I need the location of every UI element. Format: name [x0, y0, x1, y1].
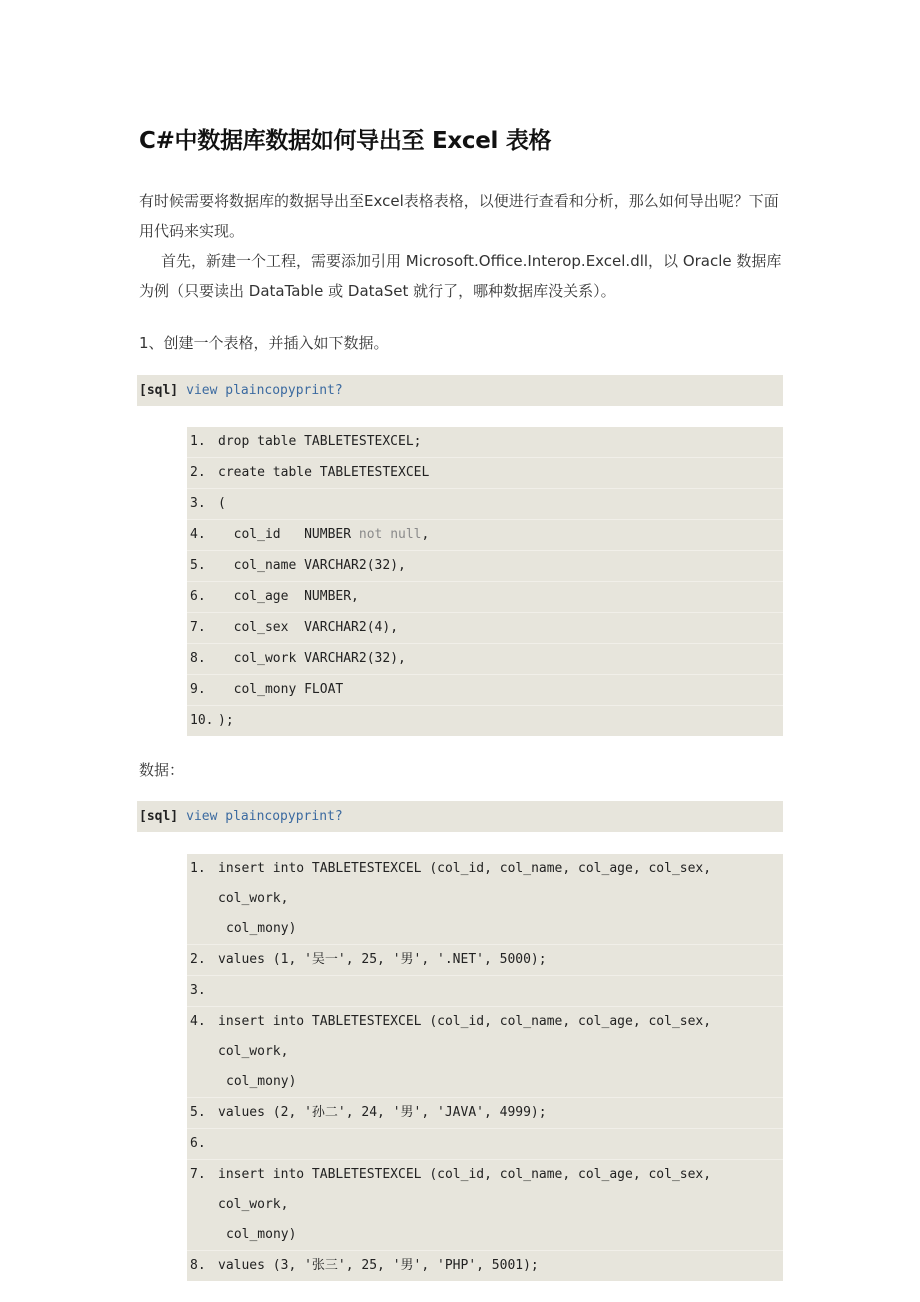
code-text: values (3, '张三', 25, '男', 'PHP', 5001); [218, 1258, 539, 1273]
line-number: 5. [190, 558, 206, 573]
code-text: col_sex VARCHAR2(4), [218, 620, 399, 635]
data-label: 数据： [139, 761, 185, 779]
code-line [187, 582, 783, 613]
code-text: values (2, '孙二', 24, '男', 'JAVA', 4999); [218, 1105, 547, 1120]
code-line [187, 1160, 783, 1251]
code-text: insert into TABLETESTEXCEL (col_id, col_name, col_age, col_sex, col_work, [218, 1014, 719, 1059]
line-number: 8. [190, 651, 206, 666]
line-number: 10. [190, 713, 214, 728]
code-text-wrapper [218, 1160, 783, 1250]
code-line [187, 520, 783, 551]
page-title: C#中数据库数据如何导出至 Excel 表格 [139, 128, 552, 154]
code-language-label: [sql] [139, 383, 179, 398]
line-number: 4. [190, 527, 206, 542]
code-toolbar-links[interactable] [186, 809, 343, 824]
code-line [187, 976, 783, 1007]
code-text: insert into TABLETESTEXCEL (col_id, col_name, col_age, col_sex, col_work, [218, 1167, 719, 1212]
line-number: 3. [190, 983, 206, 998]
line-number: 7. [190, 1167, 206, 1182]
code-block-1 [187, 427, 783, 736]
code-text-wrapper [218, 854, 783, 944]
code-text: insert into TABLETESTEXCEL (col_id, col_name, col_age, col_sex, col_work, [218, 861, 719, 906]
code-line [187, 706, 783, 736]
code-text: col_mony FLOAT [218, 682, 344, 697]
code-line [187, 1251, 783, 1281]
code-line [187, 427, 783, 458]
line-number: 4. [190, 1014, 206, 1029]
intro-paragraph: 有时候需要将数据库的数据导出至Excel表格表格，以便进行查看和分析，那么如何导出呢？下面用代码来实现。 [139, 192, 779, 240]
code-keyword-muted: not null [358, 527, 422, 542]
code-text-continuation: col_mony) [226, 921, 297, 936]
code-toolbar-links[interactable] [186, 383, 343, 398]
code-line [187, 1098, 783, 1129]
code-text: create table TABLETESTEXCEL [218, 465, 430, 480]
code-text: values (1, '吴一', 25, '男', '.NET', 5000); [218, 952, 547, 967]
code-text: col_name VARCHAR2(32), [218, 558, 406, 573]
code-text [218, 976, 783, 1006]
line-number: 3. [190, 496, 206, 511]
line-number: 2. [190, 465, 206, 480]
code-text-continuation: col_mony) [226, 1227, 297, 1242]
code-text: ); [218, 713, 234, 728]
line-number: 6. [190, 589, 206, 604]
code-text-wrapper [218, 520, 783, 550]
code-line [187, 1007, 783, 1098]
line-number: 9. [190, 682, 206, 697]
code-toolbar-2 [137, 801, 783, 832]
line-number: 6. [190, 1136, 206, 1151]
view-plain-copy-print-link[interactable]: view plaincopyprint? [186, 383, 343, 398]
code-line [187, 489, 783, 520]
code-block-2 [187, 854, 783, 1281]
code-text: col_id NUMBER [218, 527, 359, 542]
code-line [187, 675, 783, 706]
code-language-label: [sql] [139, 809, 179, 824]
code-text-wrapper [218, 1007, 783, 1097]
view-plain-copy-print-link[interactable]: view plaincopyprint? [186, 809, 343, 824]
line-number: 1. [190, 434, 206, 449]
code-line [187, 1129, 783, 1160]
code-text [218, 1129, 783, 1159]
code-text: col_age NUMBER, [218, 589, 359, 604]
line-number: 5. [190, 1105, 206, 1120]
code-line [187, 551, 783, 582]
code-text: col_work VARCHAR2(32), [218, 651, 406, 666]
line-number: 1. [190, 861, 206, 876]
line-number: 7. [190, 620, 206, 635]
code-line [187, 945, 783, 976]
code-line [187, 458, 783, 489]
code-toolbar-1 [137, 375, 783, 406]
first-step-paragraph: 首先，新建一个工程，需要添加引用 Microsoft.Office.Interop.Excel.dll，以 Oracle 数据库为例（只要读出 DataTable 或 DataSet 就行了，哪种数据库没关系）。 [139, 252, 782, 300]
step1-paragraph: 1、创建一个表格，并插入如下数据。 [139, 334, 389, 352]
code-text-after: , [421, 527, 430, 542]
code-line [187, 854, 783, 945]
line-number: 2. [190, 952, 206, 967]
code-text: ( [218, 496, 226, 511]
code-line [187, 613, 783, 644]
line-number: 8. [190, 1258, 206, 1273]
code-text: drop table TABLETESTEXCEL; [218, 434, 422, 449]
code-line [187, 644, 783, 675]
code-text-continuation: col_mony) [226, 1074, 297, 1089]
